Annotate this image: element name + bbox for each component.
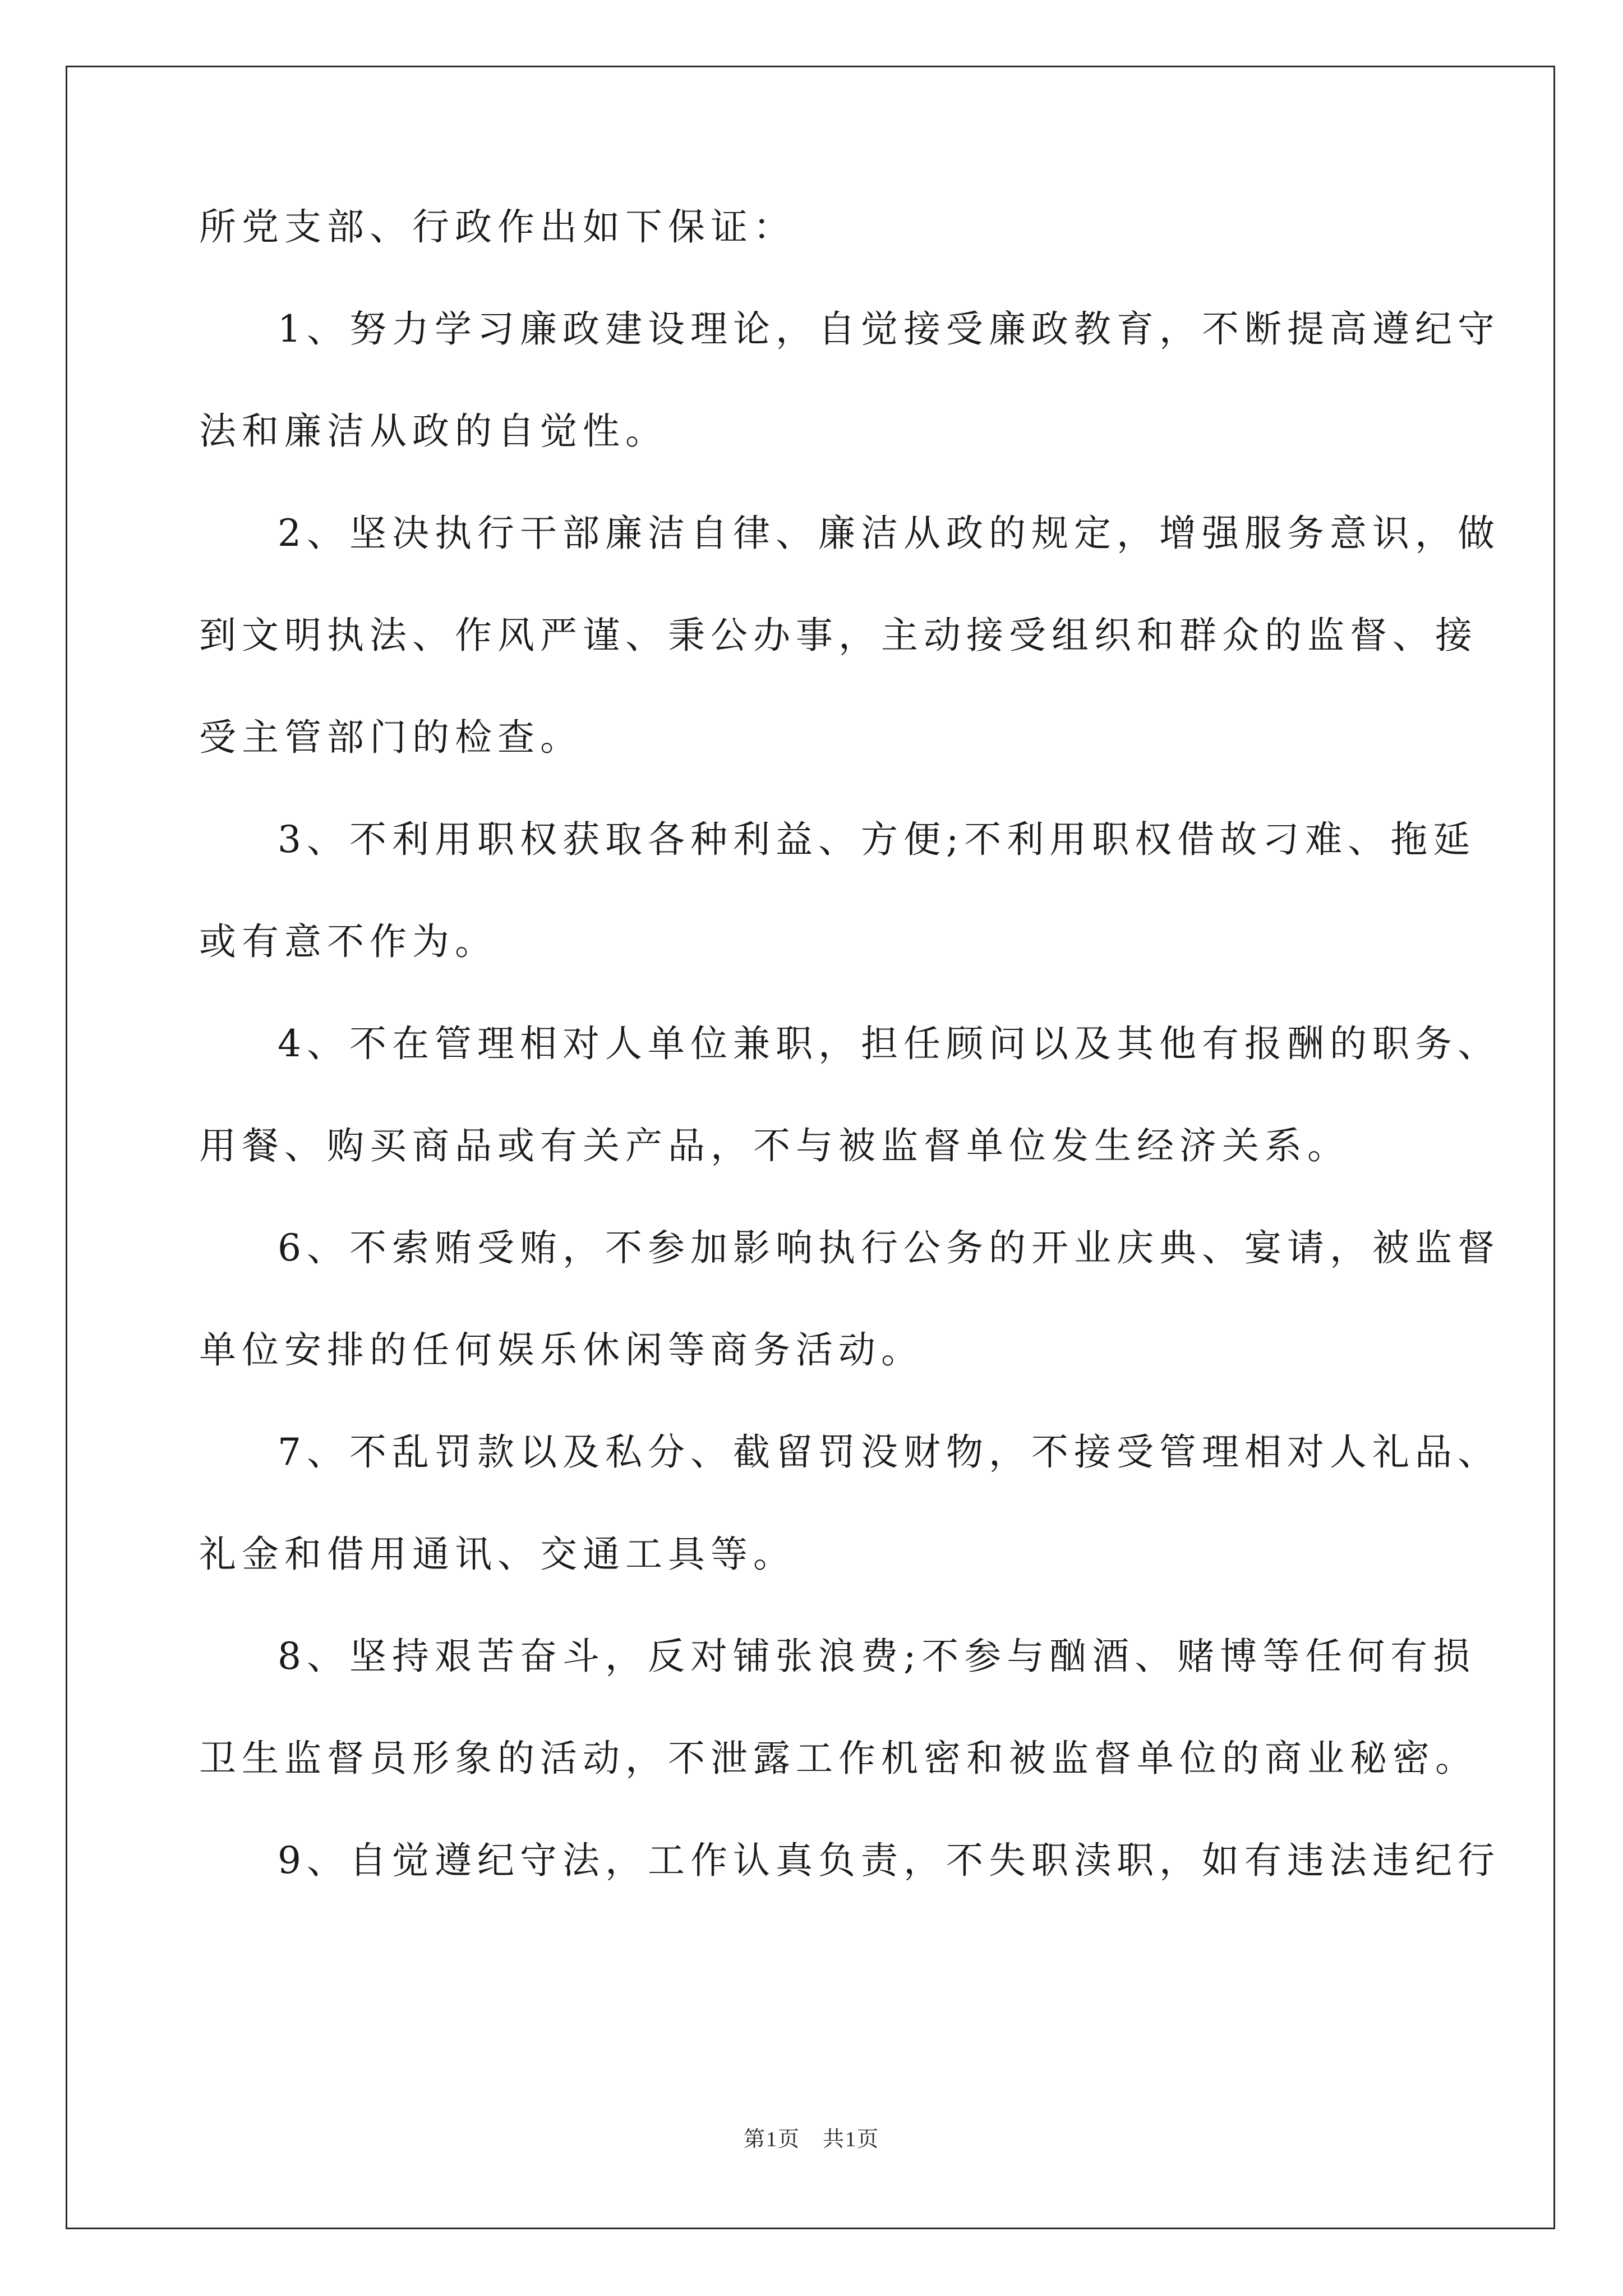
paragraph-line: 用餐、购买商品或有关产品，不与被监督单位发生经济关系。	[199, 1124, 1350, 1167]
paragraph-line: 1、努力学习廉政建设理论，自觉接受廉政教育，不断提高遵纪守	[278, 307, 1500, 351]
paragraph-line: 礼金和借用通讯、交通工具等。	[199, 1533, 796, 1576]
paragraph-line: 受主管部门的检查。	[199, 716, 583, 759]
paragraph-line: 3、不利用职权获取各种利益、方便;不利用职权借故刁难、拖延	[278, 818, 1476, 861]
paragraph-line: 到文明执法、作风严谨、秉公办事，主动接受组织和群众的监督、接	[199, 614, 1478, 657]
paragraph-line: 卫生监督员形象的活动，不泄露工作机密和被监督单位的商业秘密。	[199, 1737, 1478, 1780]
paragraph-line: 6、不索贿受贿，不参加影响执行公务的开业庆典、宴请，被监督	[278, 1226, 1500, 1269]
paragraph-line: 7、不乱罚款以及私分、截留罚没财物，不接受管理相对人礼品、	[278, 1430, 1500, 1474]
paragraph-line: 2、坚决执行干部廉洁自律、廉洁从政的规定，增强服务意识，做	[278, 512, 1500, 555]
paragraph-line: 9、自觉遵纪守法，工作认真负责，不失职渎职，如有违法违纪行	[278, 1839, 1500, 1882]
paragraph-line: 4、不在管理相对人单位兼职，担任顾问以及其他有报酬的职务、	[278, 1022, 1500, 1065]
page-number-footer: 第1页 共1页	[743, 2128, 879, 2151]
paragraph-line: 所党支部、行政作出如下保证：	[199, 205, 796, 249]
paragraph-line: 法和廉洁从政的自觉性。	[199, 409, 668, 453]
paragraph-line: 单位安排的任何娱乐休闲等商务活动。	[199, 1328, 924, 1372]
paragraph-line: 8、坚持艰苦奋斗，反对铺张浪费;不参与酗酒、赌博等任何有损	[278, 1635, 1476, 1678]
paragraph-line: 或有意不作为。	[199, 920, 497, 963]
